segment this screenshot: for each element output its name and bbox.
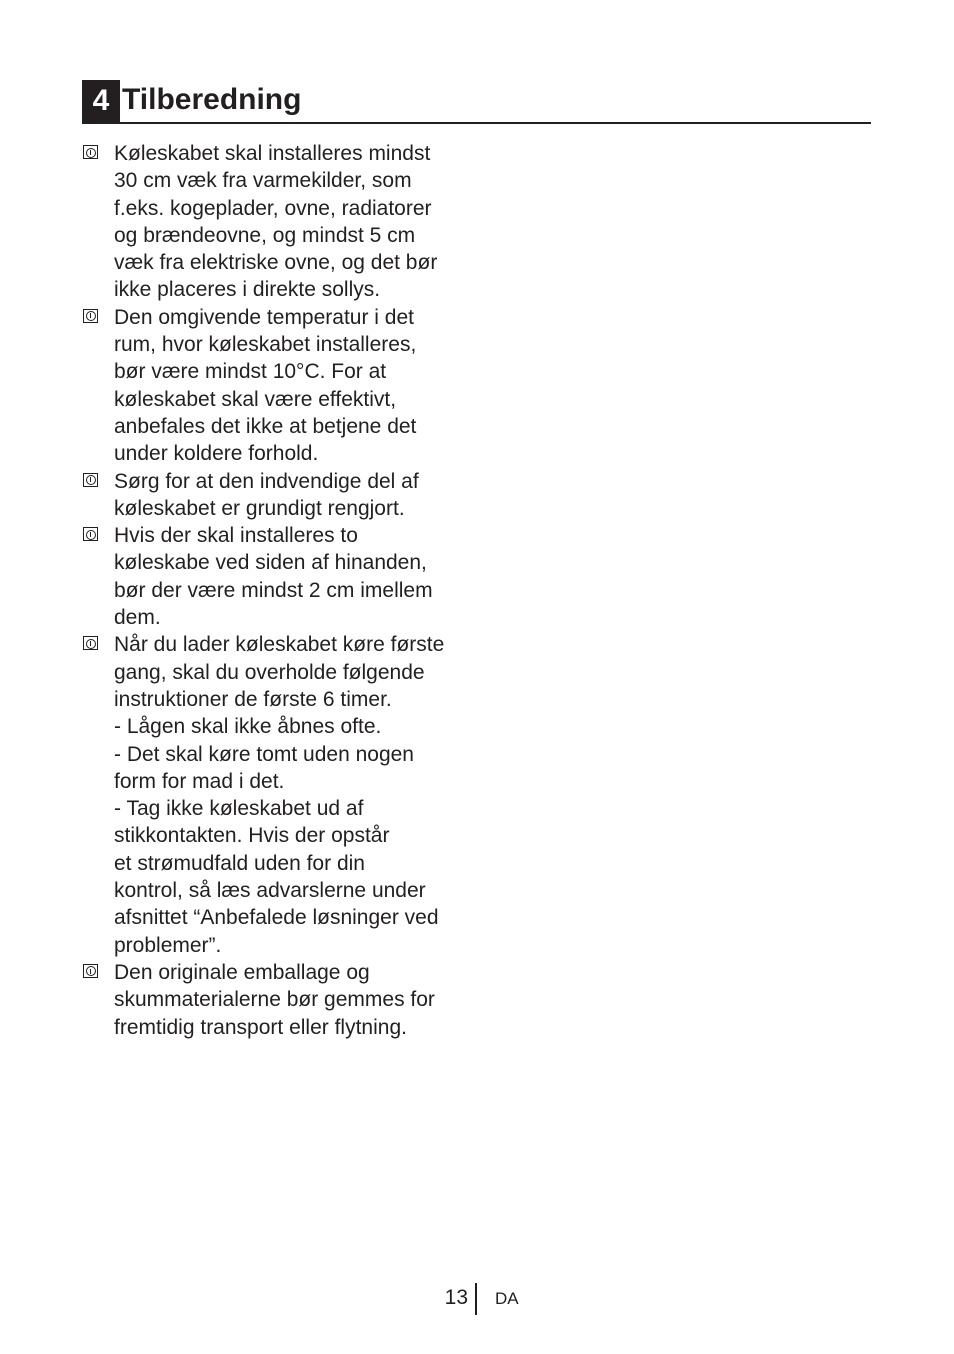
item-text: Sørg for at den indvendige del af køleskabet er grundigt rengjort. (114, 469, 419, 520)
info-icon (83, 473, 98, 487)
item-text: Køleskabet skal installeres mindst 30 cm væk fra varmekilder, som f.eks. kogeplader, ovne, radiatorer og brændeovne, og mindst 5 cm væk fra elektriske ovne, og det bør ikke placeres i direkte sollys. (114, 142, 438, 302)
info-list (82, 140, 482, 1041)
info-icon (83, 636, 98, 650)
list-item (82, 959, 482, 1041)
info-icon (83, 309, 98, 323)
info-icon (83, 527, 98, 541)
list-item (82, 140, 482, 304)
list-item (82, 522, 482, 631)
item-text: Den originale emballage og skummaterialerne bør gemmes for fremtidig transport eller flytning. (114, 960, 435, 1039)
list-item (82, 631, 482, 959)
item-text: Den omgivende temperatur i det rum, hvor køleskabet installeres, bør være mindst 10°C. For at køleskabet skal være effektivt, anbefales det ikke at betjene det under koldere forhold. (114, 305, 417, 466)
section-header (82, 80, 871, 124)
section-number: 4 (82, 80, 120, 122)
page-number: 13 (444, 1286, 468, 1309)
info-icon (83, 145, 98, 159)
footer-divider (475, 1283, 477, 1315)
item-text: Hvis der skal installeres to køleskabe ved siden af hinanden, bør der være mindst 2 cm imellem dem. (114, 524, 433, 630)
info-icon (83, 964, 98, 978)
section-title: Tilberedning (122, 83, 302, 116)
item-text: Når du lader køleskabet køre første gang, skal du overholde følgende instruktioner de første 6 timer. - Lågen skal ikke åbnes ofte. - Det skal køre tomt uden nogen form for mad i det. - Tag ikke køleskabet ud af stikkontakten. Hvis der opstår et strømudfald uden for din kontrol, så læs advarslerne under afsnittet “Anbefalede løsninger ved problemer”. (114, 633, 445, 957)
list-item (82, 468, 482, 523)
language-code: DA (495, 1289, 519, 1308)
list-item (82, 304, 482, 468)
